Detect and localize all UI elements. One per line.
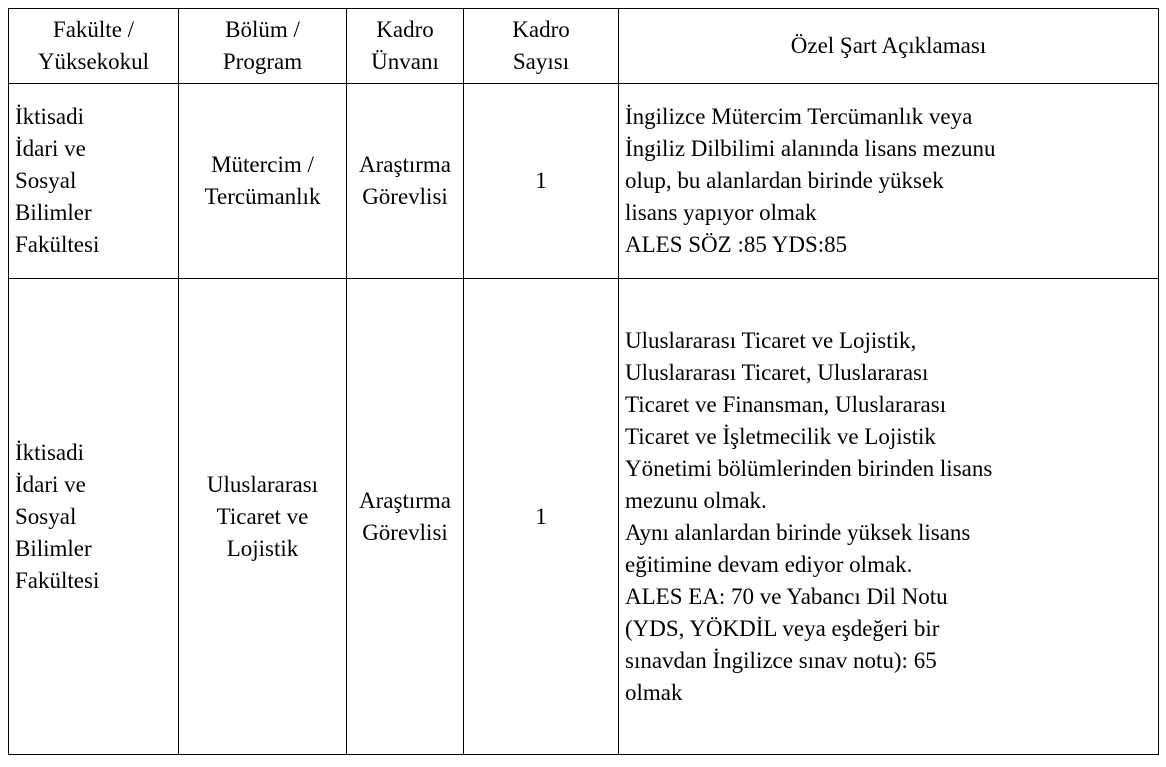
count-cell: 1 [464,279,619,755]
position-table [8,8,1159,755]
department-cell: Uluslararası Ticaret ve Lojistik [179,279,347,755]
table-row [9,84,1159,279]
title-cell: Araştırma Görevlisi [347,84,464,279]
header-count: Kadro Sayısı [464,9,619,84]
description-cell: Uluslararası Ticaret ve Lojistik, Uluslararası Ticaret, Uluslararası Ticaret ve Finansman, Uluslararası Ticaret ve İşletmecilik ve Lojistik Yönetimi bölümlerinden birinden lisans mezunu olmak. Aynı alanlardan birinde yüksek lisans eğitimine devam ediyor olmak. ALES EA: 70 ve Yabancı Dil Notu (YDS, YÖKDİL veya eşdeğeri bir sınavdan İngilizce sınav notu): 65 olmak [619,279,1159,755]
faculty-cell: İktisadi İdari ve Sosyal Bilimler Fakültesi [9,279,179,755]
description-cell: İngilizce Mütercim Tercümanlık veya İngiliz Dilbilimi alanında lisans mezunu olup, bu alanlardan birinde yüksek lisans yapıyor olmak ALES SÖZ :85 YDS:85 [619,84,1159,279]
header-title: Kadro Ünvanı [347,9,464,84]
header-department: Bölüm / Program [179,9,347,84]
header-description: Özel Şart Açıklaması [619,9,1159,84]
title-cell: Araştırma Görevlisi [347,279,464,755]
count-cell: 1 [464,84,619,279]
department-cell: Mütercim / Tercümanlık [179,84,347,279]
header-row [9,9,1159,84]
faculty-cell: İktisadi İdari ve Sosyal Bilimler Fakültesi [9,84,179,279]
header-faculty: Fakülte / Yüksekokul [9,9,179,84]
table-row [9,279,1159,755]
